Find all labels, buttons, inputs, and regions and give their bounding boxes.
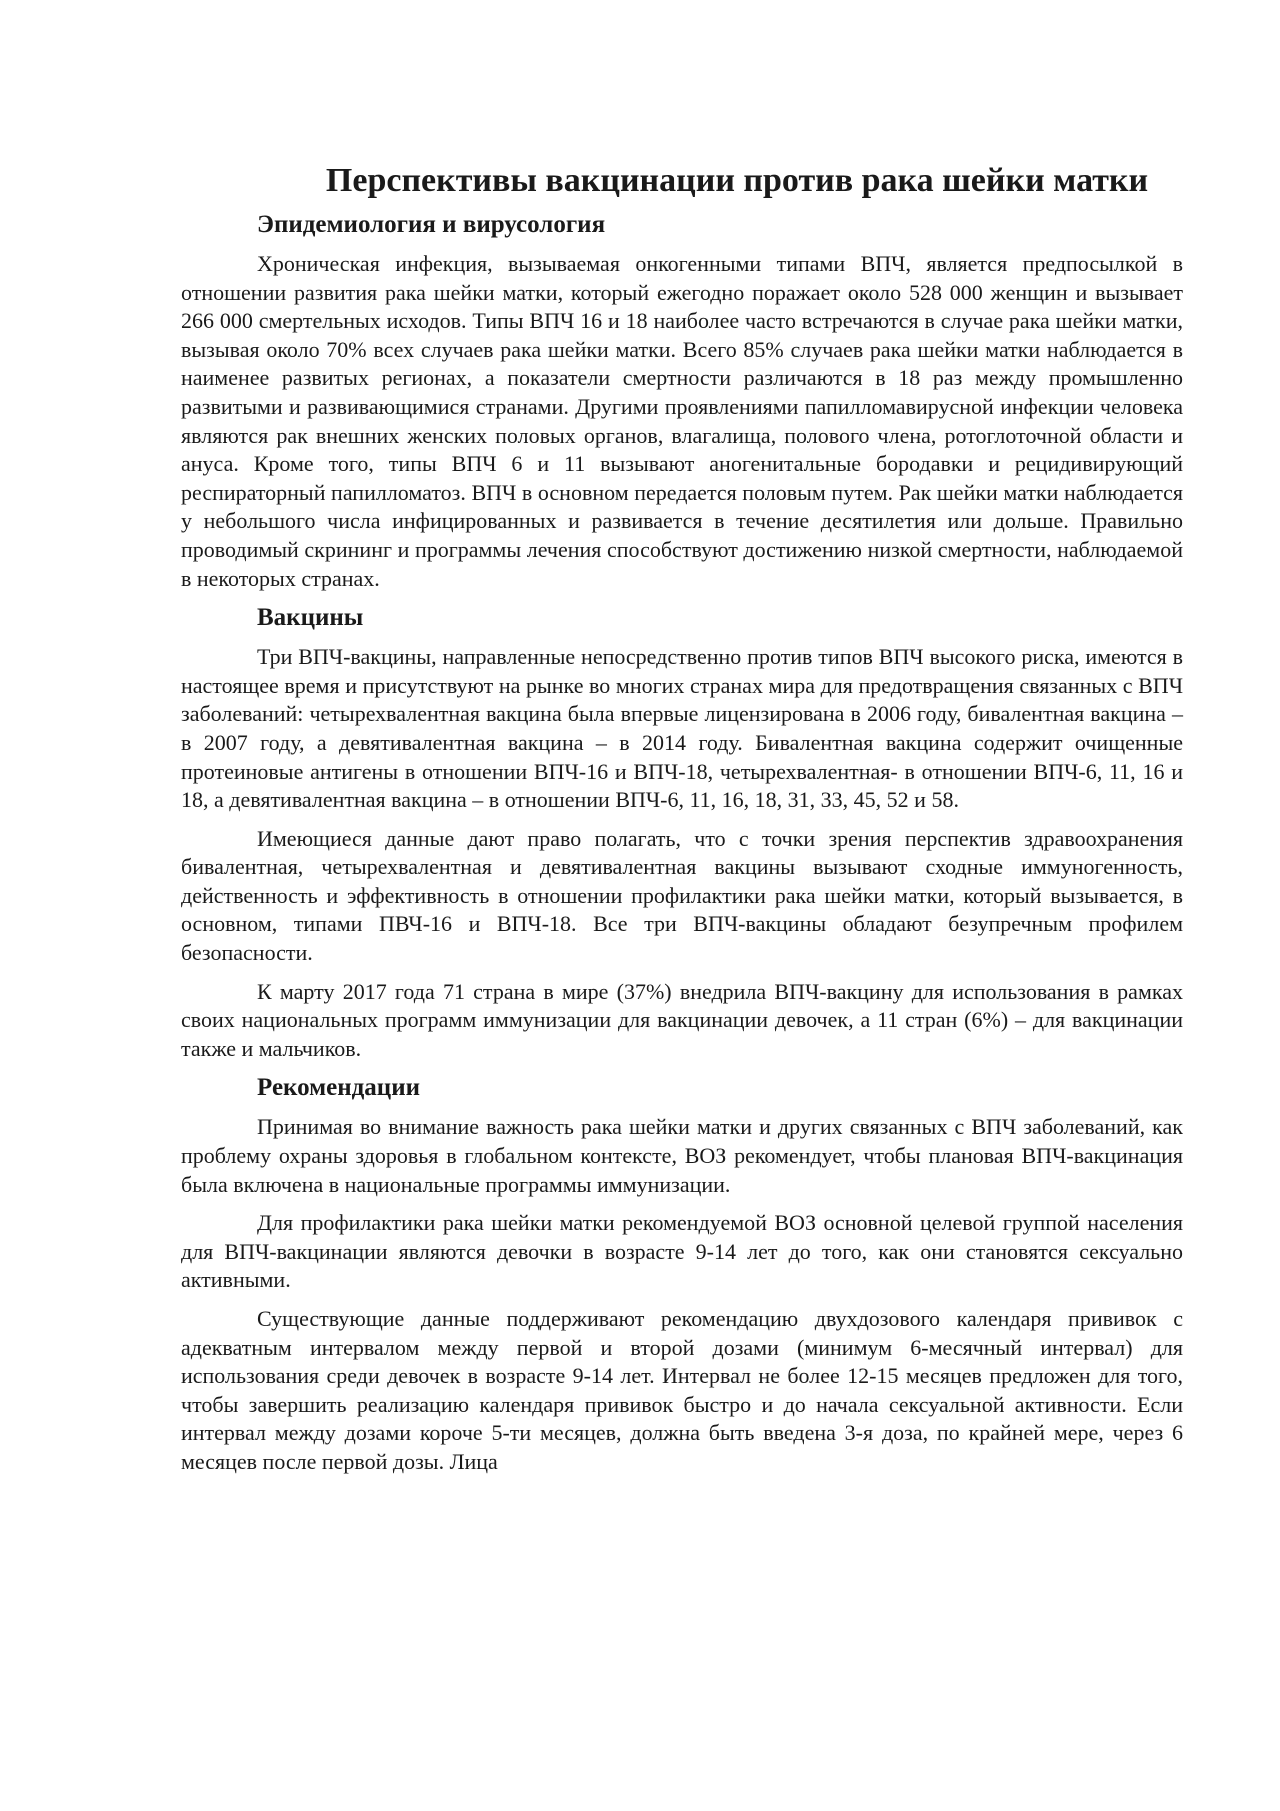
section-heading: Рекомендации [257, 1074, 421, 1102]
section-heading: Вакцины [257, 604, 364, 632]
document-title: Перспективы вакцинации против рака шейки матки [325, 162, 1149, 199]
paragraph: К марту 2017 года 71 страна в мире (37%) внедрила ВПЧ-вакцину для использования в рамках своих национальных программ иммунизации для вакцинации девочек, а 11 стран (6%) – для вакцинации также и мальчиков. [181, 978, 1183, 1061]
paragraph: Хроническая инфекция, вызываемая онкогенными типами ВПЧ, является предпосылкой в отношении развития рака шейки матки, который ежегодно поражает около 528 000 женщин и вызывает 266 000 смертельных исходов. Типы ВПЧ 16 и 18 наиболее часто встречаются в случае рака шейки матки, вызывая около 70% всех случаев рака шейки матки. Всего 85% случаев рака шейки матки наблюдается в наименее развитых регионах, а показатели смертности различаются в 18 раз между промышленно развитыми и развивающимися странами. Другими проявлениями папилломавирусной инфекции человека являются рак внешних женских половых органов, влагалища, полового члена, ротоглоточной области и ануса. Кроме того, типы ВПЧ 6 и 11 вызывают аногенитальные бородавки и рецидивирующий респираторный папилломатоз. ВПЧ в основном передается половым путем. Рак шейки матки наблюдается у небольшого числа инфицированных и развивается в течение десятилетия или дольше. Правильно проводимый скрининг и программы лечения способствуют достижению низкой смертности, наблюдаемой в некоторых странах. [181, 251, 1183, 591]
paragraph: Имеющиеся данные дают право полагать, что с точки зрения перспектив здравоохранения бивалентная, четырехвалентная и девятивалентная вакцины вызывают сходные иммуногенность, действенность и эффективность в отношении профилактики рака шейки матки, который вызывается, в основном, типами ПВЧ-16 и ВПЧ-18. Все три ВПЧ-вакцины обладают безупречным профилем безопасности. [181, 825, 1183, 966]
document-body [181, 160, 1183, 1487]
section-recommendations [181, 1073, 1183, 1476]
section-heading: Эпидемиология и вирусология [257, 211, 606, 238]
paragraph: Принимая во внимание важность рака шейки матки и других связанных с ВПЧ заболеваний, как проблему охраны здоровья в глобальном контексте, ВОЗ рекомендует, чтобы плановая ВПЧ-вакцинация была включена в национальные программы иммунизации. [181, 1114, 1183, 1197]
paragraph: Для профилактики рака шейки матки рекомендуемой ВОЗ основной целевой группой населения для ВПЧ-вакцинации являются девочки в возрасте 9-14 лет до того, как они становятся сексуально активными. [181, 1210, 1183, 1293]
section-vaccines [181, 603, 1183, 1063]
paragraph: Существующие данные поддерживают рекомендацию двухдозового календаря прививок с адекватным интервалом между первой и второй дозами (минимум 6-месячный интервал) для использования среди девочек в возрасте 9-14 лет. Интервал не более 12-15 месяцев предложен для того, чтобы завершить реализацию календаря прививок быстро и до начала сексуальной активности. Если интервал между дозами короче 5-ти месяцев, должна быть введена 3-я доза, по крайней мере, через 6 месяцев после первой дозы. Лица [181, 1306, 1183, 1474]
paragraph: Три ВПЧ-вакцины, направленные непосредственно против типов ВПЧ высокого риска, имеются в настоящее время и присутствуют на рынке во многих странах мира для предотвращения связанных с ВПЧ заболеваний: четырехвалентная вакцина была впервые лицензирована в 2006 году, бивалентная вакцина – в 2007 году, а девятивалентная вакцина – в 2014 году. Бивалентная вакцина содержит очищенные протеиновые антигены в отношении ВПЧ-16 и ВПЧ-18, четырехвалентная- в отношении ВПЧ-6, 11, 16 и 18, а девятивалентная вакцина – в отношении ВПЧ-6, 11, 16, 18, 31, 33, 45, 52 и 58. [181, 644, 1183, 813]
section-epidemiology [181, 210, 1183, 593]
